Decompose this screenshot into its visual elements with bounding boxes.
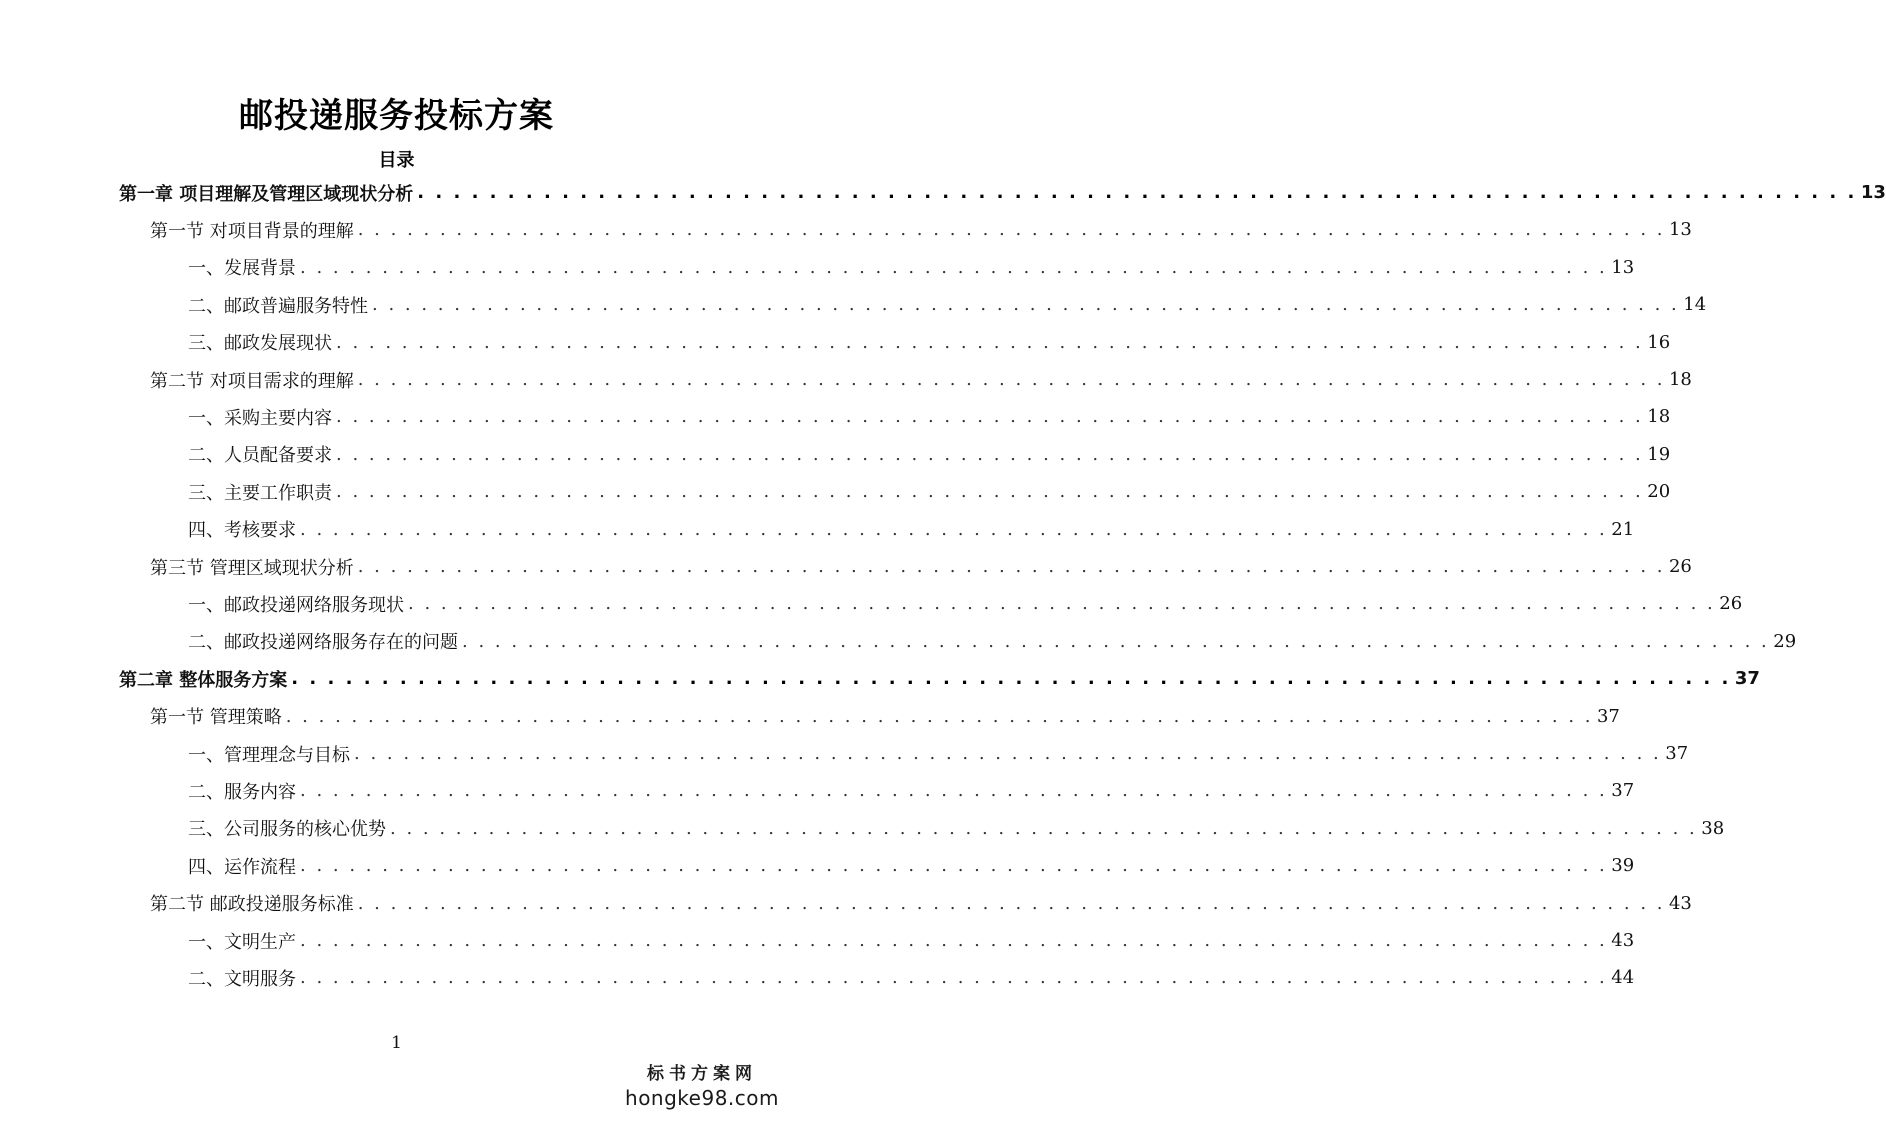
toc-leader-dots: . . . . . . . . . . . . . . . . . . . . . . . . . . . . . . . . . . . . . . . . . . . . . . . . . . . . . . . . . . . . . . . . . . . . . . . . . . . . . . . . [300,256,1608,278]
toc-entry-label: 第二节 邮政投递服务标准 [150,894,354,916]
toc-entry-label: 一、管理理念与目标 [188,744,350,766]
toc-subsection-entry[interactable] [188,772,1635,809]
toc-subsection-entry[interactable] [188,249,1635,286]
toc-entry-page: 38 [1701,817,1725,839]
toc-subsection-entry[interactable] [188,623,1797,660]
toc-subsection-entry[interactable] [188,847,1635,884]
toc-entry-label: 第一节 对项目背景的理解 [150,220,354,242]
toc-entry-page: 20 [1647,481,1671,503]
toc-entry-page: 14 [1683,294,1707,316]
toc-subsection-entry[interactable] [188,436,1671,473]
toc-subsection-entry[interactable] [188,398,1671,435]
toc-entry-label: 一、采购主要内容 [188,407,332,429]
toc-chapter-entry[interactable] [119,660,1760,697]
toc-leader-dots: . . . . . . . . . . . . . . . . . . . . . . . . . . . . . . . . . . . . . . . . . . . . . . . . . . . . . . . . . . . . . . . . . . . . . . . . . . . . . . . . [357,892,1665,914]
toc-entry-label: 二、人员配备要求 [188,445,332,467]
toc-leader-dots: . . . . . . . . . . . . . . . . . . . . . . . . . . . . . . . . . . . . . . . . . . . . . . . . . . . . . . . . . . . . . . . . . . . . . . . . . . . . . . . . [390,817,1698,839]
page-number: 1 [391,1033,402,1053]
watermark-logo [625,1059,779,1110]
toc-entry-label: 第三节 管理区域现状分析 [150,557,354,579]
toc-chapter-entry[interactable] [119,174,1886,211]
toc-leader-dots: . . . . . . . . . . . . . . . . . . . . . . . . . . . . . . . . . . . . . . . . . . . . . . . . . . . . . . . . . . . . . . . . . . . . . . . . . . . . . . . . [300,967,1608,989]
watermark-url: hongke98.com [625,1086,779,1110]
toc-leader-dots: . . . . . . . . . . . . . . . . . . . . . . . . . . . . . . . . . . . . . . . . . . . . . . . . . . . . . . . . . . . . . . . . . . . . . . . . . . . . . . . . [408,593,1716,615]
toc-entry-label: 二、服务内容 [188,781,296,803]
toc-entry-page: 29 [1773,630,1797,652]
toc-leader-dots: . . . . . . . . . . . . . . . . . . . . . . . . . . . . . . . . . . . . . . . . . . . . . . . . . . . . . . . . . . . . . . . . . . . . . . . . . . . . . . . . [357,219,1665,241]
toc-entry-page: 16 [1647,331,1671,353]
toc-leader-dots: . . . . . . . . . . . . . . . . . . . . . . . . . . . . . . . . . . . . . . . . . . . . . . . . . . . . . . . . . . . . . . . . . . . . . . . . . . . . . . . . [336,481,1644,503]
toc-leader-dots: . . . . . . . . . . . . . . . . . . . . . . . . . . . . . . . . . . . . . . . . . . . . . . . . . . . . . . . . . . . . . . . . . . . . . . . . . . . . . . . . [300,930,1608,951]
toc-section-entry[interactable] [150,211,1692,248]
toc-leader-dots: . . . . . . . . . . . . . . . . . . . . . . . . . . . . . . . . . . . . . . . . . . . . . . . . . . . . . . . . . . . . . . . . . . . . . . . . . . . . . . . . [372,294,1680,316]
toc-entry-page: 18 [1668,369,1692,390]
toc-entry-page: 43 [1668,892,1692,914]
toc-subsection-entry[interactable] [188,473,1671,510]
toc-subsection-entry[interactable] [188,585,1743,622]
document-title: 邮投递服务投标方案 [239,96,554,136]
toc-entry-label: 第二节 对项目需求的理解 [150,370,354,392]
toc-entry-label: 一、发展背景 [188,258,296,280]
toc-entry-page: 26 [1719,593,1743,615]
toc-subsection-entry[interactable] [188,735,1689,772]
toc-heading: 目录 [378,150,415,171]
toc-leader-dots: . . . . . . . . . . . . . . . . . . . . . . . . . . . . . . . . . . . . . . . . . . . . . . . . . . . . . . . . . . . . . . . . . . . . . . . . . . . . . . . . [336,406,1644,428]
toc-section-entry[interactable] [150,885,1692,922]
toc-entry-page: 37 [1665,743,1689,764]
toc-subsection-entry[interactable] [188,922,1635,959]
toc-entry-label: 第一章 项目理解及管理区域现状分析 [119,183,414,205]
toc-subsection-entry[interactable] [188,324,1671,361]
toc-entry-page: 39 [1611,855,1635,877]
watermark-brand: 标书方案网 [647,1064,757,1084]
toc-leader-dots: . . . . . . . . . . . . . . . . . . . . . . . . . . . . . . . . . . . . . . . . . . . . . . . . . . . . . . . . . . . . . . . . . . . . . . . . . . . . . . . . [291,668,1731,690]
toc-subsection-entry[interactable] [188,810,1725,847]
toc-entry-page: 19 [1647,443,1671,465]
toc-leader-dots: . . . . . . . . . . . . . . . . . . . . . . . . . . . . . . . . . . . . . . . . . . . . . . . . . . . . . . . . . . . . . . . . . . . . . . . . . . . . . . . . [354,743,1662,764]
toc-entry-label: 第二章 整体服务方案 [119,669,288,691]
toc-entry-label: 一、邮政投递网络服务现状 [188,594,404,616]
toc-entry-page: 21 [1611,518,1635,540]
toc-entry-page: 18 [1647,406,1671,428]
toc-entry-label: 一、文明生产 [188,931,296,953]
toc-entry-page: 37 [1734,668,1760,690]
toc-leader-dots: . . . . . . . . . . . . . . . . . . . . . . . . . . . . . . . . . . . . . . . . . . . . . . . . . . . . . . . . . . . . . . . . . . . . . . . . . . . . . . . . [462,630,1770,652]
toc-entry-page: 43 [1611,930,1635,951]
toc-entry-page: 13 [1668,219,1692,241]
toc-entry-page: 26 [1668,556,1692,577]
toc-section-entry[interactable] [150,361,1692,398]
toc-leader-dots: . . . . . . . . . . . . . . . . . . . . . . . . . . . . . . . . . . . . . . . . . . . . . . . . . . . . . . . . . . . . . . . . . . . . . . . . . . . . . . . . [357,556,1665,577]
toc-subsection-entry[interactable] [188,959,1635,996]
toc-leader-dots: . . . . . . . . . . . . . . . . . . . . . . . . . . . . . . . . . . . . . . . . . . . . . . . . . . . . . . . . . . . . . . . . . . . . . . . . . . . . . . . . [336,331,1644,353]
toc-leader-dots: . . . . . . . . . . . . . . . . . . . . . . . . . . . . . . . . . . . . . . . . . . . . . . . . . . . . . . . . . . . . . . . . . . . . . . . . . . . . . . . . [300,518,1608,540]
toc-leader-dots: . . . . . . . . . . . . . . . . . . . . . . . . . . . . . . . . . . . . . . . . . . . . . . . . . . . . . . . . . . . . . . . . . . . . . . . . . . . . . . . . [300,855,1608,877]
toc-entry-label: 二、邮政投递网络服务存在的问题 [188,632,458,654]
toc-leader-dots: . . . . . . . . . . . . . . . . . . . . . . . . . . . . . . . . . . . . . . . . . . . . . . . . . . . . . . . . . . . . . . . . . . . . . . . . . . . . . . . . [357,369,1665,390]
toc-entry-label: 四、运作流程 [188,856,296,878]
toc-section-entry[interactable] [150,698,1620,735]
toc-leader-dots: . . . . . . . . . . . . . . . . . . . . . . . . . . . . . . . . . . . . . . . . . . . . . . . . . . . . . . . . . . . . . . . . . . . . . . . . . . . . . . . . [417,182,1857,203]
toc-entry-label: 二、文明服务 [188,968,296,990]
toc-entry-page: 13 [1611,256,1635,278]
toc-section-entry[interactable] [150,548,1692,585]
toc-leader-dots: . . . . . . . . . . . . . . . . . . . . . . . . . . . . . . . . . . . . . . . . . . . . . . . . . . . . . . . . . . . . . . . . . . . . . . . . . . . . . . . . [285,705,1593,727]
toc-entry-label: 三、主要工作职责 [188,482,332,504]
toc-entry-label: 二、邮政普遍服务特性 [188,295,368,317]
toc-subsection-entry[interactable] [188,286,1707,323]
toc-entry-page: 13 [1860,182,1886,203]
toc-subsection-entry[interactable] [188,511,1635,548]
toc-entry-page: 37 [1596,705,1620,727]
toc-entry-page: 44 [1611,967,1635,989]
toc-entry-label: 四、考核要求 [188,520,296,542]
toc-entry-page: 37 [1611,780,1635,802]
toc-leader-dots: . . . . . . . . . . . . . . . . . . . . . . . . . . . . . . . . . . . . . . . . . . . . . . . . . . . . . . . . . . . . . . . . . . . . . . . . . . . . . . . . [300,780,1608,802]
toc-entry-label: 三、邮政发展现状 [188,333,332,355]
toc-leader-dots: . . . . . . . . . . . . . . . . . . . . . . . . . . . . . . . . . . . . . . . . . . . . . . . . . . . . . . . . . . . . . . . . . . . . . . . . . . . . . . . . [336,443,1644,465]
toc-entry-label: 三、公司服务的核心优势 [188,819,386,841]
toc-entry-label: 第一节 管理策略 [150,707,282,729]
